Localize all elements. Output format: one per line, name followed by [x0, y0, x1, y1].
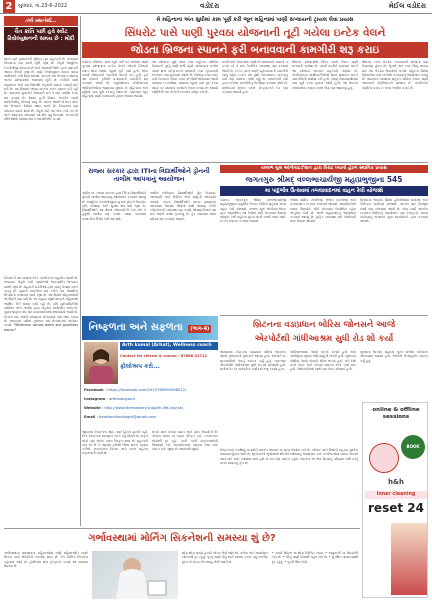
- cleaning-label: inner cleaning: [365, 491, 427, 499]
- lead-body-col-2: આ યોજના પૂર્ણ થયા બાદ શહેરના પશ્ચિમ વિસ્તારને પૂરતું પાણી મળી રહેશે. યોજનાના ખર્ચમાં વધારો થતાં કોન્ટ્રાક્ટરને વધારાની રકમ ચૂકવવાની દરખાસ્ત પણ મૂકવામાં આવી છે. બ્રિજના સ્પાન માટે નવી ડિઝાઇન તૈયાર કરાઈ છે જેથી ભવિષ્યમાં આવી સમસ્યા ન સર્જાય. ચોમાસા પહેલાં કામ પૂરું કરવા સાઇટ પર વધારાના કામદારો તૈનાત કરાયા છે. સ્થાયી સમિતિએ આ અંગેની દરખાસ્ત મંજૂર કરી છે.: [152, 60, 218, 95]
- coach-name: Arth kamal (Arhat), Wellness coach: [120, 342, 218, 350]
- lead-body-col-3: નાગરિકોને ઉનાળામાં પાણીની સમસ્યાનો સામનો ન કરવો પડે તે માટે વૈકલ્પિક વ્યવસ્થા પણ કરવામાં આવી છે. ટેન્કર દ્વારા પાણી પહોંચાડવાની કામગીરી ચાલુ રહેશે. ઇન્ટેક વેલ સુધી પાઇપલાઇન નાખવાનું કામ પણ સમાંતર ચાલી રહ્યું છે. ઇજનેરોની ટીમ દ્વારા દરરોજ કામગીરીનું નિરીક્ષણ કરવામાં આવે છે. પ્રોજેક્ટમાં વિલંબ બદલ કોન્ટ્રાક્ટરને દંડ પણ કરવામાં આવ્યો હતો.: [222, 60, 288, 95]
- issue-date: બુધવાર, તા.23-6-2022: [18, 3, 68, 9]
- page-number: 2: [3, 0, 15, 13]
- wellness-headline-1: જગતગુરુ શ્રીમદ્ વલ્લભાચાર્યજી મહાપ્રભુજીના 545: [220, 174, 428, 186]
- link-label: Website: [84, 406, 101, 410]
- email-link[interactable]: heartandhealingth@gmail.com: [98, 415, 157, 419]
- editorial-body-text-2: વિકાસની આ યાત્રામાં દરેક નાગરિકનો સહયોગ જરૂરી છે. રાજ્યના ખેડૂતો નવી પદ્ધતિઓ અપનાવીને ઉત્પાદન વધારી રહ્યા છે. સહકારી મંડળીઓ દ્વારા મધનું વેચાણ સરળ બન્યું છે. યુવાનો સ્ટાર્ટઅપ શરૂ કરીને મધ આધારિત ઉત્પાદનો બજારમાં લાવી રહ્યા છે. આ ક્ષેત્રમાં મહિલાઓની ભાગીદારી પણ વધી છે. સ્વ સહાય જૂથો મારફતે મહિલાઓ આર્થિક રીતે સક્ષમ બની રહી છે. કૃષિ યુનિવર્સિટીઓ સંશોધન અને તાલીમ દ્વારા ખેડૂતોને માર્ગદર્શન આપે છે. ગુણવત્તાયુક્ત મધ માટે પ્રયોગશાળાઓ સ્થાપવામાં આવી છે. નિકાસ માટે જરૂરી પ્રમાણપત્ર મેળવવામાં પણ મદદ કરાય છે. આવનારા વર્ષોમાં ગુજરાત મધ ઉત્પાદનમાં અગ્રેસર બનશે. "Whenever sorrow wants and goodness wants!": [4, 276, 78, 332]
- wellness-body-col-2: રેલીમાં ધાર્મિક ઝાંખીઓ, ભજન મંડળીઓ અને તબલાવાદન કરનારા કલાકારો જોડાશે. આયોજકોએ તમામ વૈષ્ણવોને મોટી સંખ્યામાં ઉપસ્થિત રહેવા અનુરોધ કર્યો છે. સાંજે મહાપ્રસાદનું આયોજન કરવામાં આવ્યું છે. ટ્રાફિક વ્યવસ્થા માટે પોલીસની મદદ લેવામાં આવશે.: [290, 198, 356, 224]
- state-body-col-1: ગાંધીનગર. રાજ્ય સરકાર દ્વારા ITIના વિદ્યાર્થીઓને ડ્રોનની તાલીમ આપવાનું આયોજન કરવામાં આવ્યું છે. આધુનિક ટેકનોલોજીના યુગમાં ડ્રોનનો ઉપયોગ કૃષિ, સર્વેક્ષણ અને સુરક્ષા ક્ષેત્રે વધી રહ્યો છે. વિદ્યાર્થીઓને આ ક્ષેત્રમાં રોજગારીની તકો મળે તે હેતુથી તાલીમ શરૂ કરાશે. પ્રથમ તબક્કામાં પસંદગીના ITIમાં કોર્સ શરૂ થશે.: [82, 191, 146, 221]
- success-banner-title: નિષ્ફળતા અને સફળતા: [88, 322, 183, 333]
- coach-links: [84, 386, 218, 428]
- ad-photo: [391, 523, 427, 595]
- session-circle: [369, 443, 399, 473]
- facebook-link[interactable]: https://facebook.com/1012766585498012/: [107, 388, 187, 392]
- pregnancy-body-col-1: ગર્ભાવસ્થાના શરૂઆતના મહિનાઓમાં ઘણી મહિલાઓને સવારે ઉબકા અને ઉલટીની તકલીફ થાય છે. તેને મોર્નિંગ સિકનેસ કહેવામાં આવે છે. હોર્મોનમાં થતા ફેરફારને કારણે આ સમસ્યા ઉદ્ભવે છે.: [4, 551, 88, 568]
- wellness-ad: [362, 402, 428, 598]
- success-body-col-1: જીવનમાં નિષ્ફળતા આવે ત્યારે હિંમત હારવી નહીં. દરેક નિષ્ફળતા આપણને કંઈક નવું શીખવે છે. સફળ લોકો પણ અનેક વખત નિષ્ફળ થયા છે. મહત્વની વાત એ છે કે આપણે ફરીથી ઊભા થઈને પ્રયાસ કરીએ. સકારાત્મક વિચાર અને સતત મહેનત સફળતાની ચાવી છે.: [82, 430, 148, 456]
- link-label: Email: [84, 415, 96, 419]
- success-body-col-3: નિષ્ફળતાને પગથિયું બનાવીને આગળ વધનારા જ સાચા વિજેતા બને છે. પરિવાર અને મિત્રોનો સહકાર મુશ્કેલ સમયમાં હિંમત આપે છે. ભૂતકાળની ભૂલોમાંથી શીખીને ભવિષ્યનું આયોજન કરો. દરરોજ થોડો સમય પોતાની જાત માટે કાઢો. સ્વાસ્થ્ય સારું હશે તો મન પણ પ્રસન્ન રહેશે. સફળતા એ એક દિવસનું પરિણામ નથી પરંતુ સતત પ્રયાસનું ફળ છે.: [220, 448, 358, 465]
- page-header: [0, 0, 432, 14]
- link-row: Website : http://www.themastery.shop/th-life-course/: [84, 406, 184, 410]
- britain-body-col-2: ગાંધીઆશ્રમમાં તેમણે ચરખો કાંત્યો હતો અને ગાંધીજીના જીવન વિશે માહિતી મેળવી હતી. મુલાકાત પોથીમાં તેમણે પોતાનો સંદેશ લખ્યો હતો. બંને દેશો વચ્ચે વેપાર અને રોકાણ વધારવા અંગે ચર્ચા થઈ હતી. ઉદ્યોગપતિઓ સાથે પણ બેઠક યોજાઈ હતી.: [290, 350, 356, 372]
- edition-label: મેઈલ વડોદરા: [388, 2, 426, 10]
- britain-body-col-3: સુરક્ષાના ભાગરૂપે શહેરમાં ચુસ્ત પોલીસ બંદોબસ્ત ગોઠવવામાં આવ્યો હતો. લોકોએ ઉત્સાહભેર સ્વાગત કર્યું હતું.: [360, 350, 428, 363]
- pregnancy-photo: [92, 551, 178, 599]
- brand-label: h&h: [387, 478, 405, 486]
- success-body-col-2: મનને શાંત રાખવા ધ્યાન અને યોગ ઉપયોગી છે. પોતાના લક્ષ્ય પર ધ્યાન કેન્દ્રિત કરો. નકારાત્મક લોકોથી દૂર રહો. નાની નાની સફળતાઓની ઉજવણી કરો. આત્મવિશ્વાસ વધારવા રોજ સારું વાંચન કરો. જીવનને આનંદથી જીવો.: [152, 430, 218, 452]
- britain-headline-2: એરપોર્ટથી ગાંધીઆશ્રમ સુધી રોડ શો કર્યો: [220, 332, 428, 346]
- follow-label: ફોલોઅપ કરો...: [120, 363, 160, 370]
- pregnancy-body-col-2: થોડા થોડા સમયે હળવો ખોરાક લેવો જોઈએ. તળેલા અને મસાલેદાર ખોરાકથી દૂર રહેવું. પૂરતું પાણી પીવું અને આરામ કરવો. વધુ તકલીફ હોય તો ડૉક્ટરની સલાહ લેવી જરૂરી છે.: [182, 551, 268, 564]
- editorial-body-text: ભારત માટે ગુજરાતની ભૂમિકા ખૂબ મહત્વની છે. રાજ્યમાં વિકાસના નવા માર્ગો ખૂલી રહ્યા છે. ખેડૂતો આધુનિક ટેકનોલોજી અપનાવે છે અને મધમાખી ઉછેર દ્વારા વધારાની આવક મેળવી રહ્યા છે. સ્વીટ રિવોલ્યુશન દેશના ગ્રામ્ય અર્થતંત્રને નવી દિશા આપશે. સરકારે મધ ઉત્પાદન વધારવા અનેક યોજનાઓ અમલમાં મૂકી છે. ખેતીની સાથે પશુપાલન અને મધ ઉછેરથી ખેડૂતોની આવક બમણી થઈ શકે છે. આ દિશામાં રાજ્ય સરકાર સતત પ્રયાસ કરી રહી છે. ગામડાંના યુવાનોને રોજગારી મળે તે માટે તાલીમ કેન્દ્રો શરૂ કરાયા છે. દેશમાં હની મિશન અંતર્ગત લાખો મધપેટીઓનું વિતરણ થયું છે. ભારત આજે વિશ્વના મોટા મધ ઉત્પાદક દેશોમાં સ્થાન ધરાવે છે. નિકાસમાં પણ નોંધપાત્ર વધારો થયો છે. ખેડૂતો માટે આ એક નવી તક છે અને આવનારા સમયમાં આ ક્ષેત્ર વધુ વિકસશે. સરકારની નીતિઓથી ગ્રામીણ ભારત આત્મનિર્ભર બનશે.: [4, 57, 78, 122]
- lead-body-col-5: સિંધરોટ ખાતે ચેકડેમ બનાવવાની યોજના પણ વિચારણા હેઠળ છે. ભૂગર્ભ જળ સ્તર ઊંચું લાવવા માટે આ ચેકડેમ ઉપયોગી બનશે. શહેરના વિવિધ વિસ્તારોમાં નવી ટાંકીઓ બનાવવાનું આયોજન કરાયું છે. આવનારા સમયમાં શહેરને ચોવીસ કલાક પાણી આપવાની કોર્પોરેશનની યોજના છે. નાગરિકોને પાણીનો બગાડ ન કરવા અપીલ કરાઈ છે.: [362, 60, 428, 90]
- britain-headline-1: બ્રિટનના વડાપ્રધાન બોરિસ જોનસને આજે: [220, 318, 428, 332]
- website-link[interactable]: http://www.themastery.shop/th-life-course/: [104, 406, 184, 410]
- wellness-top-line: વલ્લભ યુથ ઓર્ગેનાઇઝેશન દ્વારા વિરાટ ધ્યાનો હેઠળ સ્થાનિક પ્રયાસ: [220, 165, 428, 173]
- coach-photo: [84, 342, 118, 384]
- link-row: Facebook : https://facebook.com/1012766585498012/: [84, 388, 187, 392]
- online-offline-label: online & offline sessions: [372, 407, 420, 420]
- lead-top-line: મે મહિનાના અંત સુધીમાં કામ પૂર્ણ કરી જૂન મહિનામાં પાણી સપ્લાયનો ટ્રાયલ લેવા પ્રયાસ: [156, 17, 354, 23]
- pregnancy-body-col-3: • સવારે ઊઠતાં જ થોડા બિસ્કિટ ખાવા. • આદુવાળી ચા ઉપયોગી બને છે. • લીંબુ પાણી પીવાથી રાહત મળે છે. • સુગંધિત વાતાવરણથી દૂર રહેવું. • પૂરતી ઊંઘ લેવી.: [272, 551, 358, 564]
- wellness-body-col-1: વડોદરા. જગતગુરુ શ્રીમદ્ વલ્લભાચાર્યજી મહાપ્રભુજીના પ્રાદુર્ભાવ ઉત્સવ નિમિત્તે શહેરમાં ભવ્ય વાહન રેલી યોજાશે. વલ્લભ યુથ ઓર્ગેનાઇઝેશન દ્વારા આયોજિત આ રેલીમાં મોટી સંખ્યામાં વૈષ્ણવો જોડાશે. રેલી શહેરના મુખ્ય માર્ગો પરથી પસાર થશે. ઠેર ઠેર સ્વાગત કરવામાં આવશે.: [220, 198, 286, 224]
- horizontal-divider: [220, 315, 428, 316]
- book-today-badge[interactable]: [401, 435, 425, 473]
- column-divider: [80, 16, 81, 526]
- lead-headline-2: જોડતા બ્રિજના સ્પાનને ફરી બનાવવાની કામગીરી શરૂ કરાઇ: [82, 42, 428, 58]
- horizontal-divider: [4, 528, 360, 529]
- instagram-link[interactable]: arthanboyand: [108, 397, 135, 401]
- horizontal-divider: [82, 162, 428, 163]
- coach-contact: Contact for refreal & course : 87668 01712: [120, 354, 207, 358]
- state-headline: રાજ્ય સરકાર દ્વારા ITIના વિદ્યાર્થીઓને ડ્રોનની તાલીમ આપવાનું આયોજન: [82, 165, 216, 189]
- wellness-body-col-3: ઉત્સવના ભાગરૂપે વિવિધ હવેલીઓમાં મનોરથ અને કીર્તનના કાર્યક્રમો યોજાશે. બાળકો માટે વેશભૂષા સ્પર્ધા પણ રાખવામાં આવી છે. સેવા કાર્યો અંતર્ગત રક્તદાન શિબિરનું આયોજન પણ કરાયું છે. સમગ્ર કાર્યક્રમનું સંચાલન યુવા સ્વયંસેવકો દ્વારા કરવામાં આવશે.: [360, 198, 428, 224]
- wellness-headline-2: મા પાદુર્ભાવ ઉત્સવમાં તબલાવાદનમાં વાહન રેલી યોજાશે: [220, 186, 428, 196]
- state-body-col-2: તાલીમ દરમિયાન વિદ્યાર્થીઓને ડ્રોન ઉડાડવા, જાળવણી અને રિપેરિંગ અંગે માહિતી આપવામાં આવશે. સફળ વિદ્યાર્થીઓને માન્ય પ્રમાણપત્ર આપવામાં આવશે. ઉદ્યોગો સાથે જોડાણ કરીને પ્લેસમેન્ટની વ્યવસ્થા પણ કરાશે. શિક્ષણ વિભાગે આ માટે જરૂરી બજેટ ફાળવ્યું છે. ટૂંક સમયમાં પ્રવેશ પ્રક્રિયા શરૂ કરવામાં આવશે.: [150, 191, 216, 221]
- link-label: Instagram: [84, 397, 106, 401]
- editorial-title: ચૈત ક્રાંતિ પછી હવે સ્વીટ રિવોલ્યુશનની સમય છે : મોદી: [4, 27, 78, 55]
- lead-body-col-1: વડોદરા. સિંધરોટ પાસે મહી નદી પર આવેલા પાણી પુરવઠા યોજનાના ઇન્ટેક વેલને જોડતો બ્રિજનો સ્પાન થોડા સમય પહેલાં તૂટી ગયો હતો. જેના કારણે યોજનાની કામગીરી અટકી ગઈ હતી. હવે આ સ્પાનને ફરીથી બનાવવાની કામગીરી શરૂ કરવામાં આવી છે. મ્યુનિસિપલ કોર્પોરેશનના અધિકારીઓના જણાવ્યા મુજબ મે મહિનાના અંત સુધીમાં કામ પૂર્ણ કરવાનું લક્ષ્ય છે. ત્યારબાદ જૂન મહિનામાં પાણી સપ્લાયનો ટ્રાયલ લેવામાં આવશે.: [82, 60, 148, 99]
- pregnancy-headline: ગર્ભાવસ્થામાં મોર્નિંગ સિકનેશની સમસ્યા શું છે?: [4, 530, 360, 548]
- link-label: Facebook: [84, 388, 104, 392]
- success-part-label: (ભાગ-4): [190, 326, 210, 332]
- success-banner: [82, 316, 218, 340]
- reset-label: reset 24: [368, 501, 424, 515]
- editorial-kicker: તંત્રી સ્થાનેથી...: [4, 16, 78, 26]
- link-row: Email : heartandhealingth@gmail.com: [84, 415, 157, 419]
- lead-body-col-4: સિંધરોટ યોજનાથી દૈનિક લાખો લિટર પાણી મળવાની અપેક્ષા છે. વધતી વસ્તીને ધ્યાનમાં લઈને આ યોજના અત્યંત મહત્વની ગણાય છે. કોર્પોરેશનના પદાધિકારીઓએ સ્થળ મુલાકાત લઈને કામગીરીની સમીક્ષા કરી હતી. તેમણે સમયમર્યાદામાં કામ પૂર્ણ કરવા સૂચના આપી હતી. આ ઉપરાંત સલામતીના તમામ પગલાં લેવા પણ જણાવ્યું હતું.: [292, 60, 358, 90]
- britain-body-col-1: અમદાવાદ. બ્રિટનના વડાપ્રધાન બોરિસ જોનસન આજે ગુજરાતની મુલાકાતે આવ્યા હતા. એરપોર્ટ પર મુખ્યમંત્રીએ તેમનું સ્વાગત કર્યું હતું. ત્યારબાદ એરપોર્ટથી ગાંધીઆશ્રમ સુધી રોડ શો યોજાયો હતો. માર્ગમાં ઠેર ઠેર સાંસ્કૃતિક કાર્યક્રમો રજૂ કરાયા હતા.: [220, 350, 286, 372]
- link-row: Instagram : arthanboyand: [84, 397, 135, 401]
- book-today-label: BOOK TODAY: [405, 444, 421, 473]
- city-label: વડોદરા: [200, 2, 220, 10]
- lead-headline-1: સિંધરોટ પાસે પાણી પુરવઠા યોજનાની તૂટી ગયેલા ઇન્ટેક વેલને: [82, 26, 428, 41]
